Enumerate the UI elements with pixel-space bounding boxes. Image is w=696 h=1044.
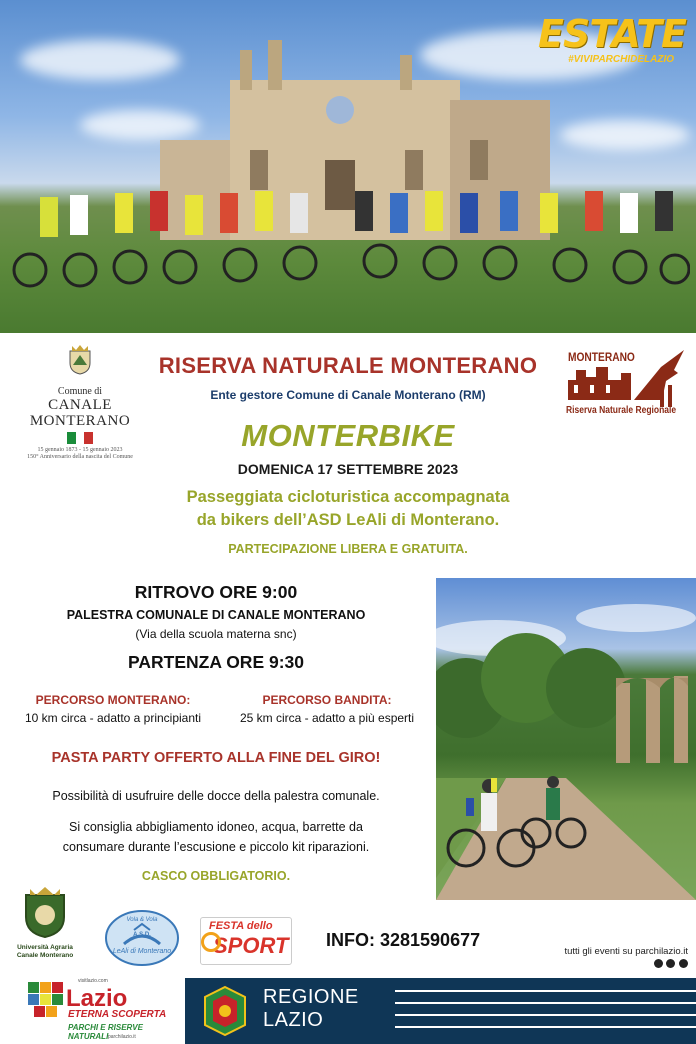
lazio-url-bottom: parchilazio.it	[108, 1034, 136, 1040]
universita-crest-icon	[22, 887, 68, 939]
pasta-party: PASTA PARTY OFFERTO ALLA FINE DEL GIRO!	[51, 750, 381, 766]
lazio-word: Lazio	[66, 985, 128, 1012]
leali-logo	[104, 910, 180, 966]
comune-line2: CANALE	[48, 397, 112, 413]
lazio-eterna-scoperta-logo	[28, 978, 178, 1041]
eagle-ruin-icon	[566, 345, 686, 407]
leali-top-text: Vola & Vola	[126, 917, 158, 923]
route-monterano	[8, 693, 218, 725]
leali-asd: A.S.D.	[133, 932, 151, 938]
regione-line1: REGIONE	[263, 986, 359, 1008]
showers-note: Possibilità di usufruire delle docce della palestra comunale.	[52, 789, 380, 803]
departure-time: PARTENZA ORE 9:30	[128, 652, 304, 672]
event-date: DOMENICA 17 SETTEMBRE 2023	[237, 461, 459, 477]
comune-logo	[20, 345, 140, 461]
description-line2: da bikers dell’ASD LeAli di Monterano.	[196, 511, 500, 529]
trail-photo	[436, 578, 696, 900]
comune-crest-icon	[68, 345, 92, 375]
riserva-logo-name: MONTERANO	[568, 350, 635, 364]
route-monterano-desc: 10 km circa - adatto a principianti	[24, 711, 202, 725]
regione-text	[263, 986, 359, 1032]
meeting-time: RITROVO ORE 9:00	[134, 582, 298, 602]
meeting-place: PALESTRA COMUNALE DI CANALE MONTERANO	[66, 608, 366, 622]
regione-line2: LAZIO	[263, 1009, 324, 1031]
festa-line1: FESTA dello	[209, 920, 273, 932]
comune-line3: MONTERANO	[29, 413, 131, 429]
comune-anniversary-text: 150° Anniversario della nascita del Comune	[27, 454, 133, 460]
lazio-url-top: visitlazio.com	[78, 978, 108, 984]
ente-gestore: Ente gestore Comune di Canale Monterano (RM)	[210, 388, 486, 402]
route-bandita-desc: 25 km circa - adatto a più esperti	[239, 711, 415, 725]
comune-line1: Comune di	[57, 386, 103, 397]
festa-dello-sport-logo	[200, 917, 292, 965]
italy-flag-icon	[67, 432, 93, 444]
festa-ring-icon	[201, 932, 221, 952]
riserva-logo	[562, 345, 686, 425]
advice-line2: consumare durante l’escusione e piccolo kit riparazioni.	[62, 840, 370, 854]
social-icons	[600, 959, 688, 970]
facebook-icon[interactable]	[654, 959, 663, 968]
univ-line2: Canale Monterano	[16, 952, 74, 959]
regione-emblem-icon	[203, 985, 247, 1037]
leali-name: LeAli di Monterano	[112, 948, 172, 955]
advice-line1: Si consiglia abbigliamento idoneo, acqua, barrette da	[69, 820, 363, 834]
hero-photo	[0, 0, 696, 333]
events-link-text: tutti gli eventi su parchilazio.it	[564, 946, 688, 957]
lazio-eterna-scoperta: ETERNA SCOPERTA	[68, 1009, 167, 1020]
instagram-icon[interactable]	[666, 959, 675, 968]
event-description	[100, 486, 596, 532]
event-title: MONTERBIKE	[241, 418, 455, 453]
regione-lazio-banner	[185, 978, 696, 1044]
route-monterano-title: PERCORSO MONTERANO:	[35, 693, 191, 707]
riserva-logo-sub: Riserva Naturale Regionale	[566, 405, 677, 416]
lazio-parchi: PARCHI E RISERVE NATURALI	[68, 1023, 143, 1041]
univ-line1: Università Agraria	[17, 944, 73, 951]
description-line1: Passeggiata cicloturistica accompagnata	[186, 488, 510, 506]
cyclists-group	[10, 185, 690, 295]
route-bandita-title: PERCORSO BANDITA:	[262, 693, 392, 707]
festa-line2: SPORT	[213, 933, 289, 958]
twitter-icon[interactable]	[679, 959, 688, 968]
estate-badge	[538, 14, 686, 65]
info-phone: INFO: 3281590677	[326, 930, 481, 950]
meeting-address: (Via della scuola materna snc)	[135, 627, 297, 641]
lazio-mosaic-icon	[28, 982, 64, 1022]
trail-illustration	[436, 578, 696, 900]
universita-agraria-logo	[12, 887, 78, 960]
route-bandita	[222, 693, 432, 725]
helmet-required: CASCO OBBLIGATORIO.	[141, 869, 291, 883]
regione-stripes	[395, 978, 696, 1044]
comune-anniversary-dates: 15 gennaio 1873 - 15 gennaio 2023	[37, 447, 123, 453]
participation-note: PARTECIPAZIONE LIBERA E GRATUITA.	[228, 542, 468, 556]
equipment-advice	[0, 817, 432, 857]
estate-title: ESTATE	[538, 12, 686, 56]
estate-hashtag: #VIVIPARCHIDELAZIO	[568, 54, 674, 65]
riserva-title: RISERVA NATURALE MONTERANO	[158, 353, 538, 378]
